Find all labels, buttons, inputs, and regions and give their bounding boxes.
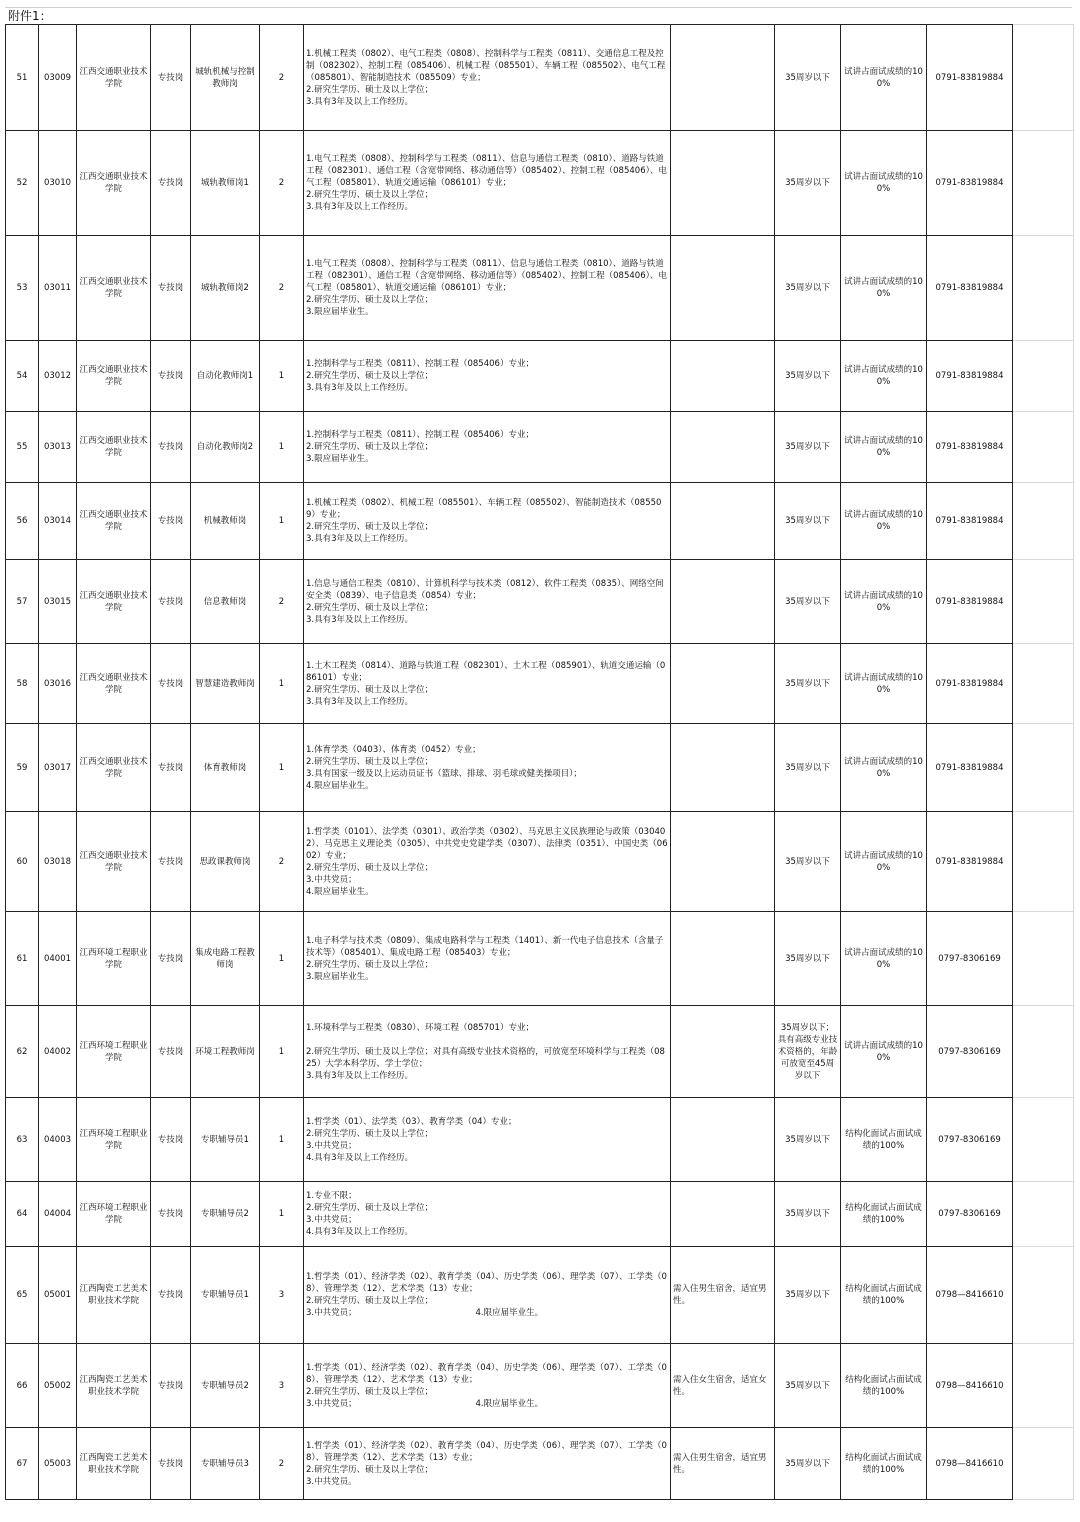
cell-post-name: 自动化教师岗1 bbox=[191, 341, 260, 412]
cell-note bbox=[671, 724, 775, 812]
cell-post-name: 智慧建造教师岗 bbox=[191, 644, 260, 724]
cell-post-code: 03011 bbox=[39, 236, 77, 341]
cell-post-code: 04004 bbox=[39, 1182, 77, 1247]
cell-age-limit: 35周岁以下；具有高级专业技术资格的，年龄可放宽至45周岁以下 bbox=[775, 1006, 841, 1098]
requirement-line: 1.哲学类（01）、经济学类（02）、教育学类（04）、历史学类（06）、理学类（07）、工学类（08）、管理学类（12）、艺术学类（13）专业； bbox=[306, 1272, 667, 1294]
cell-age-limit: 35周岁以下 bbox=[775, 1247, 841, 1344]
table-row bbox=[6, 1098, 1074, 1182]
requirement-line: 3.中共党员； 4.限应届毕业生。 bbox=[306, 1398, 544, 1409]
table-row bbox=[6, 1247, 1074, 1344]
cell-contact-phone: 0791-83819884 bbox=[927, 236, 1013, 341]
cell-age-limit: 35周岁以下 bbox=[775, 812, 841, 912]
cell-employer: 江西交通职业技术学院 bbox=[77, 560, 151, 644]
cell-age-limit: 35周岁以下 bbox=[775, 412, 841, 483]
cell-number: 52 bbox=[6, 131, 39, 236]
cell-employer: 江西交通职业技术学院 bbox=[77, 724, 151, 812]
cell-requirements bbox=[304, 341, 671, 412]
cell-employer: 江西陶瓷工艺美术职业技术学院 bbox=[77, 1428, 151, 1500]
cell-blank bbox=[1013, 341, 1074, 412]
cell-blank bbox=[1013, 1098, 1074, 1182]
cell-number: 60 bbox=[6, 812, 39, 912]
cell-post-name: 环境工程教师岗 bbox=[191, 1006, 260, 1098]
cell-requirements bbox=[304, 236, 671, 341]
requirement-line: 4.限应届毕业生。 bbox=[306, 886, 374, 897]
cell-post-type: 专技岗 bbox=[151, 1344, 191, 1428]
cell-post-name: 专职辅导员1 bbox=[191, 1098, 260, 1182]
cell-contact-phone: 0798—8416610 bbox=[927, 1344, 1013, 1428]
cell-post-type: 专技岗 bbox=[151, 644, 191, 724]
requirement-line: 1.哲学类（01）、经济学类（02）、教育学类（04）、历史学类（06）、理学类（07）、工学类（08）、管理学类（12）、艺术学类（13）专业； bbox=[306, 1362, 667, 1385]
table-row bbox=[6, 25, 1074, 131]
cell-post-code: 03010 bbox=[39, 131, 77, 236]
cell-contact-phone: 0791-83819884 bbox=[927, 412, 1013, 483]
cell-post-code: 03017 bbox=[39, 724, 77, 812]
cell-requirements bbox=[304, 1182, 671, 1247]
cell-number: 59 bbox=[6, 724, 39, 812]
cell-blank bbox=[1013, 412, 1074, 483]
requirement-line: 3.具有3年及以上工作经历。 bbox=[306, 534, 414, 544]
cell-age-limit: 35周岁以下 bbox=[775, 236, 841, 341]
cell-note bbox=[671, 131, 775, 236]
cell-blank bbox=[1013, 25, 1074, 131]
cell-post-name: 思政课教师岗 bbox=[191, 812, 260, 912]
cell-employer: 江西交通职业技术学院 bbox=[77, 483, 151, 560]
cell-age-limit: 35周岁以下 bbox=[775, 560, 841, 644]
cell-post-name: 专职辅导员3 bbox=[191, 1428, 260, 1500]
requirement-line: 3.限应届毕业生。 bbox=[306, 307, 374, 317]
cell-post-type: 专技岗 bbox=[151, 812, 191, 912]
requirement-line: 3.具有3年及以上工作经历。 bbox=[306, 96, 414, 107]
cell-age-limit: 35周岁以下 bbox=[775, 912, 841, 1006]
requirement-line: 3.中共党员； bbox=[306, 874, 357, 885]
table-row bbox=[6, 1182, 1074, 1247]
cell-number: 63 bbox=[6, 1098, 39, 1182]
cell-headcount: 1 bbox=[260, 341, 304, 412]
cell-note bbox=[671, 1182, 775, 1247]
cell-interview-method: 试讲占面试成绩的100% bbox=[841, 412, 927, 483]
cell-number: 56 bbox=[6, 483, 39, 560]
cell-number: 51 bbox=[6, 25, 39, 131]
requirement-line: 2.研究生学历、硕士及以上学位； bbox=[306, 862, 434, 873]
requirement-line: 3.中共党员； 4.限应届毕业生。 bbox=[306, 1308, 544, 1318]
cell-interview-method: 试讲占面试成绩的100% bbox=[841, 341, 927, 412]
cell-employer: 江西交通职业技术学院 bbox=[77, 341, 151, 412]
table-row bbox=[6, 412, 1074, 483]
cell-employer: 江西环境工程职业学院 bbox=[77, 1182, 151, 1247]
requirement-line: 3.具有国家一级及以上运动员证书（篮球、排球、羽毛球或健美操项目）； bbox=[306, 768, 582, 779]
cell-note bbox=[671, 912, 775, 1006]
cell-blank bbox=[1013, 724, 1074, 812]
requirement-line: 3.限应届毕业生。 bbox=[306, 454, 374, 464]
requirement-line: 3.具有3年及以上工作经历。 bbox=[306, 383, 414, 393]
cell-post-type: 专技岗 bbox=[151, 1182, 191, 1247]
cell-post-type: 专技岗 bbox=[151, 1006, 191, 1098]
requirement-line: 1.电气工程类（0808）、控制科学与工程类（0811）、信息与通信工程类（0810）、道路与铁道工程（082301）、通信工程（含宽带网络、移动通信等）（085402）、控制工程（085406）、电气工程（085801）、轨道交通运输（086101）专业； bbox=[306, 259, 667, 293]
requirement-line: 2.研究生学历、硕士及以上学位； bbox=[306, 1296, 434, 1306]
cell-post-code: 04003 bbox=[39, 1098, 77, 1182]
cell-post-type: 专技岗 bbox=[151, 236, 191, 341]
cell-post-code: 05002 bbox=[39, 1344, 77, 1428]
cell-note bbox=[671, 236, 775, 341]
requirement-line: 1.信息与通信工程类（0810）、计算机科学与技术类（0812）、软件工程类（0835）、网络空间安全类（0839）、电子信息类（0854）专业； bbox=[306, 578, 664, 601]
table-row bbox=[6, 812, 1074, 912]
cell-post-type: 专技岗 bbox=[151, 131, 191, 236]
cell-post-name: 专职辅导员2 bbox=[191, 1182, 260, 1247]
cell-employer: 江西环境工程职业学院 bbox=[77, 1098, 151, 1182]
cell-number: 66 bbox=[6, 1344, 39, 1428]
table-row bbox=[6, 341, 1074, 412]
cell-contact-phone: 0797-8306169 bbox=[927, 1006, 1013, 1098]
requirement-line: 2.研究生学历、硕士及以上学位； bbox=[306, 1203, 434, 1213]
requirement-line: 2.研究生学历、硕士及以上学位； bbox=[306, 602, 434, 613]
cell-note: 需入住男生宿舍，适宜男性。 bbox=[671, 1428, 775, 1500]
cell-age-limit: 35周岁以下 bbox=[775, 644, 841, 724]
cell-headcount: 3 bbox=[260, 1247, 304, 1344]
cell-post-code: 05003 bbox=[39, 1428, 77, 1500]
table-row bbox=[6, 912, 1074, 1006]
requirement-line: 1.土木工程类（0814）、道路与铁道工程（082301）、土木工程（085901）、轨道交通运输（086101）专业； bbox=[306, 660, 666, 683]
cell-post-name: 专职辅导员2 bbox=[191, 1344, 260, 1428]
cell-headcount: 2 bbox=[260, 131, 304, 236]
requirement-line: 2.研究生学历、硕士及以上学位； bbox=[306, 1464, 434, 1475]
top-rule bbox=[5, 7, 1072, 8]
table-row bbox=[6, 1428, 1074, 1500]
cell-headcount: 1 bbox=[260, 1006, 304, 1098]
cell-age-limit: 35周岁以下 bbox=[775, 341, 841, 412]
cell-post-name: 城轨机械与控制教师岗 bbox=[191, 25, 260, 131]
table-row bbox=[6, 1344, 1074, 1428]
requirement-line: 3.具有3年及以上工作经历。 bbox=[306, 614, 414, 625]
cell-employer: 江西环境工程职业学院 bbox=[77, 1006, 151, 1098]
cell-note bbox=[671, 644, 775, 724]
cell-post-type: 专技岗 bbox=[151, 1247, 191, 1344]
cell-post-name: 专职辅导员1 bbox=[191, 1247, 260, 1344]
cell-number: 57 bbox=[6, 560, 39, 644]
requirement-line: 3.具有3年及以上工作经历。 bbox=[306, 202, 414, 212]
cell-contact-phone: 0791-83819884 bbox=[927, 560, 1013, 644]
cell-age-limit: 35周岁以下 bbox=[775, 724, 841, 812]
requirement-line: 3.中共党员。 bbox=[306, 1476, 357, 1487]
cell-headcount: 1 bbox=[260, 644, 304, 724]
requirement-line: 1.机械工程类（0802）、机械工程（085501）、车辆工程（085502）、智能制造技术（085509）专业； bbox=[306, 498, 662, 520]
requirement-line: 1.电气工程类（0808）、控制科学与工程类（0811）、信息与通信工程类（0810）、道路与铁道工程（082301）、通信工程（含宽带网络、移动通信等）（085402）、控制工程（085406）、电气工程（085801）、轨道交通运输（086101）专业； bbox=[306, 154, 667, 188]
cell-interview-method: 试讲占面试成绩的100% bbox=[841, 644, 927, 724]
cell-age-limit: 35周岁以下 bbox=[775, 25, 841, 131]
cell-number: 55 bbox=[6, 412, 39, 483]
cell-contact-phone: 0791-83819884 bbox=[927, 644, 1013, 724]
requirement-line: 2.研究生学历、硕士及以上学位； bbox=[306, 756, 434, 767]
cell-note bbox=[671, 1098, 775, 1182]
cell-employer: 江西陶瓷工艺美术职业技术学院 bbox=[77, 1344, 151, 1428]
cell-interview-method: 试讲占面试成绩的100% bbox=[841, 912, 927, 1006]
table-row bbox=[6, 724, 1074, 812]
table-row bbox=[6, 644, 1074, 724]
cell-requirements bbox=[304, 483, 671, 560]
requirement-line: 1.哲学类（01）、经济学类（02）、教育学类（04）、历史学类（06）、理学类（07）、工学类（08）、管理学类（12）、艺术学类（13）专业； bbox=[306, 1440, 667, 1463]
requirement-line: 1.机械工程类（0802）、电气工程类（0808）、控制科学与工程类（0811）、交通信息工程及控制（082302）、控制工程（085406）、机械工程（085501）、车辆工程（085502）、电气工程（085801）、智能制造技术（085509）专业； bbox=[306, 48, 666, 83]
requirement-line: 2.研究生学历、硕士及以上学位； bbox=[306, 1128, 434, 1139]
cell-note bbox=[671, 1006, 775, 1098]
cell-number: 62 bbox=[6, 1006, 39, 1098]
requirement-line: 3.中共党员； bbox=[306, 1215, 357, 1225]
cell-headcount: 1 bbox=[260, 724, 304, 812]
cell-post-code: 04001 bbox=[39, 912, 77, 1006]
requirement-line: 1.环境科学与工程类（0830）、环境工程（085701）专业； bbox=[306, 1022, 534, 1033]
requirement-line: 3.限应届毕业生。 bbox=[306, 971, 374, 982]
table-row bbox=[6, 1006, 1074, 1098]
cell-blank bbox=[1013, 1182, 1074, 1247]
cell-blank bbox=[1013, 812, 1074, 912]
cell-contact-phone: 0791-83819884 bbox=[927, 483, 1013, 560]
cell-post-name: 机械教师岗 bbox=[191, 483, 260, 560]
cell-post-name: 城轨教师岗2 bbox=[191, 236, 260, 341]
cell-post-code: 05001 bbox=[39, 1247, 77, 1344]
requirement-line: 4.限应届毕业生。 bbox=[306, 780, 374, 791]
cell-headcount: 1 bbox=[260, 483, 304, 560]
cell-contact-phone: 0797-8306169 bbox=[927, 912, 1013, 1006]
cell-headcount: 1 bbox=[260, 1098, 304, 1182]
cell-number: 65 bbox=[6, 1247, 39, 1344]
cell-post-code: 03015 bbox=[39, 560, 77, 644]
cell-interview-method: 结构化面试占面试成绩的100% bbox=[841, 1247, 927, 1344]
cell-requirements bbox=[304, 912, 671, 1006]
cell-post-code: 03016 bbox=[39, 644, 77, 724]
cell-employer: 江西交通职业技术学院 bbox=[77, 412, 151, 483]
cell-post-type: 专技岗 bbox=[151, 560, 191, 644]
recruitment-table bbox=[5, 24, 1074, 1500]
cell-number: 64 bbox=[6, 1182, 39, 1247]
table-row bbox=[6, 560, 1074, 644]
requirement-line: 2.研究生学历、硕士及以上学位；对具有高级专业技术资格的，可放宽至环境科学与工程类（0825）大学本科学历、学士学位； bbox=[306, 1046, 665, 1069]
cell-interview-method: 结构化面试占面试成绩的100% bbox=[841, 1344, 927, 1428]
cell-post-code: 03018 bbox=[39, 812, 77, 912]
cell-requirements bbox=[304, 25, 671, 131]
cell-interview-method: 结构化面试占面试成绩的100% bbox=[841, 1098, 927, 1182]
requirement-line: 2.研究生学历、硕士及以上学位； bbox=[306, 371, 434, 381]
requirement-line: 4.具有3年及以上工作经历。 bbox=[306, 1227, 414, 1237]
cell-blank bbox=[1013, 1428, 1074, 1500]
table-row bbox=[6, 131, 1074, 236]
cell-blank bbox=[1013, 236, 1074, 341]
requirement-line: 3.中共党员； bbox=[306, 1140, 357, 1151]
cell-post-name: 信息教师岗 bbox=[191, 560, 260, 644]
cell-requirements bbox=[304, 1006, 671, 1098]
cell-requirements bbox=[304, 1247, 671, 1344]
cell-requirements bbox=[304, 560, 671, 644]
requirement-line: 3.具有3年及以上工作经历。 bbox=[306, 1070, 414, 1081]
cell-post-code: 03014 bbox=[39, 483, 77, 560]
cell-interview-method: 试讲占面试成绩的100% bbox=[841, 1006, 927, 1098]
table-body bbox=[6, 25, 1074, 1500]
cell-post-type: 专技岗 bbox=[151, 25, 191, 131]
cell-note bbox=[671, 412, 775, 483]
cell-interview-method: 试讲占面试成绩的100% bbox=[841, 236, 927, 341]
cell-interview-method: 试讲占面试成绩的100% bbox=[841, 560, 927, 644]
cell-requirements bbox=[304, 724, 671, 812]
cell-note: 需入住男生宿舍，适宜男性。 bbox=[671, 1247, 775, 1344]
cell-requirements bbox=[304, 412, 671, 483]
cell-employer: 江西交通职业技术学院 bbox=[77, 644, 151, 724]
cell-post-name: 城轨教师岗1 bbox=[191, 131, 260, 236]
cell-number: 67 bbox=[6, 1428, 39, 1500]
cell-age-limit: 35周岁以下 bbox=[775, 1428, 841, 1500]
requirement-line: 1.控制科学与工程类（0811）、控制工程（085406）专业； bbox=[306, 359, 534, 369]
table-row bbox=[6, 236, 1074, 341]
cell-note bbox=[671, 25, 775, 131]
cell-requirements bbox=[304, 644, 671, 724]
cell-interview-method: 试讲占面试成绩的100% bbox=[841, 812, 927, 912]
cell-blank bbox=[1013, 560, 1074, 644]
requirement-line: 2.研究生学历、硕士及以上学位； bbox=[306, 295, 434, 305]
cell-contact-phone: 0791-83819884 bbox=[927, 724, 1013, 812]
cell-number: 58 bbox=[6, 644, 39, 724]
requirement-line: 2.研究生学历、硕士及以上学位； bbox=[306, 684, 434, 695]
cell-age-limit: 35周岁以下 bbox=[775, 1344, 841, 1428]
cell-age-limit: 35周岁以下 bbox=[775, 131, 841, 236]
cell-blank bbox=[1013, 131, 1074, 236]
cell-age-limit: 35周岁以下 bbox=[775, 1098, 841, 1182]
cell-interview-method: 试讲占面试成绩的100% bbox=[841, 25, 927, 131]
cell-employer: 江西陶瓷工艺美术职业技术学院 bbox=[77, 1247, 151, 1344]
cell-employer: 江西交通职业技术学院 bbox=[77, 25, 151, 131]
requirement-line: 2.研究生学历、硕士及以上学位； bbox=[306, 190, 434, 200]
cell-headcount: 1 bbox=[260, 1182, 304, 1247]
requirement-line: 1.哲学类（0101）、法学类（0301）、政治学类（0302）、马克思主义民族理论与政策（030402）、马克思主义理论类（0305）、中共党史党建学类（0307）、法律类（0351）、中国史类（0602）专业； bbox=[306, 826, 668, 861]
cell-age-limit: 35周岁以下 bbox=[775, 1182, 841, 1247]
requirement-line: 2.研究生学历、硕士及以上学位； bbox=[306, 522, 434, 532]
cell-post-type: 专技岗 bbox=[151, 412, 191, 483]
cell-number: 54 bbox=[6, 341, 39, 412]
cell-headcount: 3 bbox=[260, 1344, 304, 1428]
requirement-line: 1.控制科学与工程类（0811）、控制工程（085406）专业； bbox=[306, 430, 534, 440]
table-row bbox=[6, 483, 1074, 560]
cell-contact-phone: 0798—8416610 bbox=[927, 1428, 1013, 1500]
cell-employer: 江西交通职业技术学院 bbox=[77, 236, 151, 341]
cell-requirements bbox=[304, 1098, 671, 1182]
cell-headcount: 2 bbox=[260, 236, 304, 341]
requirement-line: 4.具有3年及以上工作经历。 bbox=[306, 1152, 414, 1163]
cell-requirements bbox=[304, 812, 671, 912]
requirement-line: 3.具有3年及以上工作经历。 bbox=[306, 696, 414, 707]
cell-interview-method: 结构化面试占面试成绩的100% bbox=[841, 1428, 927, 1500]
cell-headcount: 1 bbox=[260, 912, 304, 1006]
requirement-line: 2.研究生学历、硕士及以上学位； bbox=[306, 1386, 434, 1397]
cell-note bbox=[671, 812, 775, 912]
cell-note bbox=[671, 341, 775, 412]
cell-contact-phone: 0797-8306169 bbox=[927, 1182, 1013, 1247]
cell-headcount: 1 bbox=[260, 412, 304, 483]
cell-post-type: 专技岗 bbox=[151, 483, 191, 560]
cell-contact-phone: 0791-83819884 bbox=[927, 25, 1013, 131]
cell-interview-method: 结构化面试占面试成绩的100% bbox=[841, 1182, 927, 1247]
requirement-line: 2.研究生学历、硕士及以上学位； bbox=[306, 84, 434, 95]
cell-post-code: 03013 bbox=[39, 412, 77, 483]
cell-note: 需入住女生宿舍，适宜女性。 bbox=[671, 1344, 775, 1428]
cell-headcount: 2 bbox=[260, 25, 304, 131]
cell-number: 53 bbox=[6, 236, 39, 341]
cell-post-name: 自动化教师岗2 bbox=[191, 412, 260, 483]
cell-blank bbox=[1013, 1006, 1074, 1098]
cell-requirements bbox=[304, 131, 671, 236]
cell-blank bbox=[1013, 912, 1074, 1006]
cell-blank bbox=[1013, 1344, 1074, 1428]
cell-requirements bbox=[304, 1344, 671, 1428]
requirement-line: 1.电子科学与技术类（0809）、集成电路科学与工程类（1401）、新一代电子信息技术（含量子技术等）（085401）、集成电路工程（085403）专业； bbox=[306, 935, 664, 958]
cell-blank bbox=[1013, 644, 1074, 724]
cell-employer: 江西交通职业技术学院 bbox=[77, 812, 151, 912]
requirement-line: 2.研究生学历、硕士及以上学位； bbox=[306, 442, 434, 452]
cell-contact-phone: 0797-8306169 bbox=[927, 1098, 1013, 1182]
cell-post-code: 04002 bbox=[39, 1006, 77, 1098]
attachment-label: 附件1： bbox=[8, 9, 52, 23]
cell-interview-method: 试讲占面试成绩的100% bbox=[841, 483, 927, 560]
cell-post-type: 专技岗 bbox=[151, 912, 191, 1006]
cell-post-code: 03012 bbox=[39, 341, 77, 412]
cell-contact-phone: 0791-83819884 bbox=[927, 131, 1013, 236]
requirement-line: 1.专业不限； bbox=[306, 1191, 357, 1201]
cell-note bbox=[671, 483, 775, 560]
cell-blank bbox=[1013, 1247, 1074, 1344]
cell-employer: 江西环境工程职业学院 bbox=[77, 912, 151, 1006]
requirement-line: 1.哲学类（01）、法学类（03）、教育学类（04）专业； bbox=[306, 1116, 517, 1127]
cell-interview-method: 试讲占面试成绩的100% bbox=[841, 131, 927, 236]
cell-note bbox=[671, 560, 775, 644]
cell-post-type: 专技岗 bbox=[151, 724, 191, 812]
cell-headcount: 2 bbox=[260, 812, 304, 912]
cell-post-code: 03009 bbox=[39, 25, 77, 131]
requirement-line: 1.体育学类（0403）、体育类（0452）专业； bbox=[306, 744, 481, 755]
requirement-line bbox=[306, 1034, 668, 1046]
cell-age-limit: 35周岁以下 bbox=[775, 483, 841, 560]
cell-headcount: 2 bbox=[260, 560, 304, 644]
cell-post-name: 集成电路工程教师岗 bbox=[191, 912, 260, 1006]
cell-headcount: 2 bbox=[260, 1428, 304, 1500]
cell-contact-phone: 0791-83819884 bbox=[927, 812, 1013, 912]
cell-contact-phone: 0791-83819884 bbox=[927, 341, 1013, 412]
cell-interview-method: 试讲占面试成绩的100% bbox=[841, 724, 927, 812]
cell-post-type: 专技岗 bbox=[151, 1428, 191, 1500]
cell-number: 61 bbox=[6, 912, 39, 1006]
cell-contact-phone: 0798—8416610 bbox=[927, 1247, 1013, 1344]
cell-post-type: 专技岗 bbox=[151, 341, 191, 412]
cell-employer: 江西交通职业技术学院 bbox=[77, 131, 151, 236]
cell-post-name: 体育教师岗 bbox=[191, 724, 260, 812]
cell-blank bbox=[1013, 483, 1074, 560]
requirement-line: 2.研究生学历、硕士及以上学位； bbox=[306, 959, 434, 970]
cell-requirements bbox=[304, 1428, 671, 1500]
cell-post-type: 专技岗 bbox=[151, 1098, 191, 1182]
